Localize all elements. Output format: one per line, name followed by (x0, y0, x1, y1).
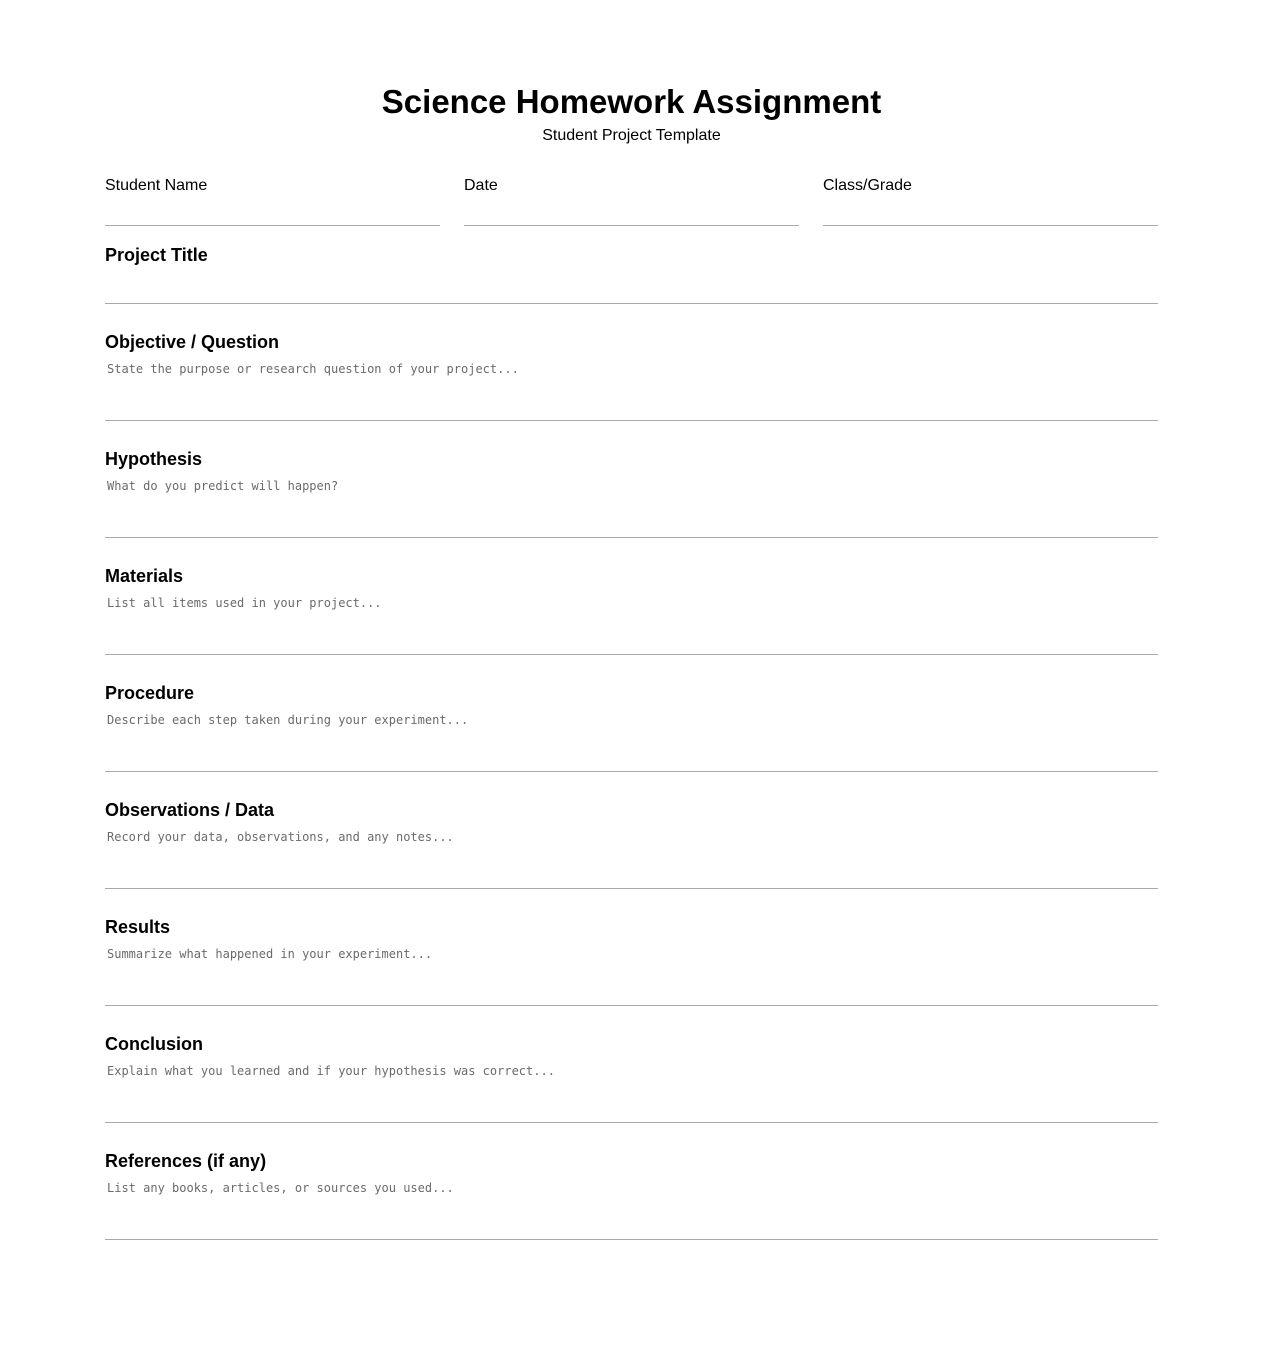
references-section (105, 1151, 1158, 1240)
conclusion-label: Conclusion (105, 1034, 203, 1054)
observations-label: Observations / Data (105, 800, 275, 820)
objective-section (105, 332, 1158, 421)
references-input[interactable] (105, 1175, 1158, 1225)
objective-label: Objective / Question (105, 332, 280, 352)
observations-section (105, 800, 1158, 889)
results-placeholder: Summarize what happened in your experiment... (107, 947, 433, 961)
objective-placeholder: State the purpose or research question of your project... (107, 362, 519, 376)
page-title: Science Homework Assignment (381, 83, 882, 120)
page-subtitle: Student Project Template (542, 127, 721, 144)
hypothesis-input[interactable] (105, 473, 1158, 523)
observations-placeholder: Record your data, observations, and any notes... (107, 830, 454, 844)
results-label: Results (105, 917, 171, 937)
materials-label: Materials (105, 566, 184, 586)
procedure-label: Procedure (105, 683, 195, 703)
hypothesis-label: Hypothesis (105, 449, 203, 469)
date-field (464, 176, 799, 226)
student-name-field (105, 176, 440, 226)
student-name-label: Student Name (105, 177, 208, 194)
date-label: Date (464, 177, 498, 194)
references-label: References (if any) (105, 1151, 267, 1171)
conclusion-section (105, 1034, 1158, 1123)
hypothesis-placeholder: What do you predict will happen? (107, 479, 339, 493)
objective-input[interactable] (105, 356, 1158, 406)
hypothesis-section (105, 449, 1158, 538)
student-info-row (105, 176, 1158, 226)
project-title-label: Project Title (105, 245, 208, 265)
references-placeholder: List any books, articles, or sources you used... (107, 1181, 454, 1195)
observations-input[interactable] (105, 824, 1158, 874)
class-grade-label: Class/Grade (823, 177, 912, 194)
project-title-input[interactable] (105, 269, 1158, 309)
results-section (105, 917, 1158, 1006)
procedure-section (105, 683, 1158, 772)
results-input[interactable] (105, 941, 1158, 991)
materials-section (105, 566, 1158, 655)
date-input[interactable] (464, 198, 799, 224)
class-grade-field (823, 176, 1158, 226)
class-grade-input[interactable] (823, 198, 1158, 224)
conclusion-placeholder: Explain what you learned and if your hypothesis was correct... (107, 1064, 555, 1078)
materials-placeholder: List all items used in your project... (107, 596, 382, 610)
project-title-section (105, 245, 1158, 304)
student-name-input[interactable] (105, 198, 440, 224)
procedure-placeholder: Describe each step taken during your experiment... (107, 713, 469, 727)
conclusion-input[interactable] (105, 1058, 1158, 1108)
procedure-input[interactable] (105, 707, 1158, 757)
materials-input[interactable] (105, 590, 1158, 640)
